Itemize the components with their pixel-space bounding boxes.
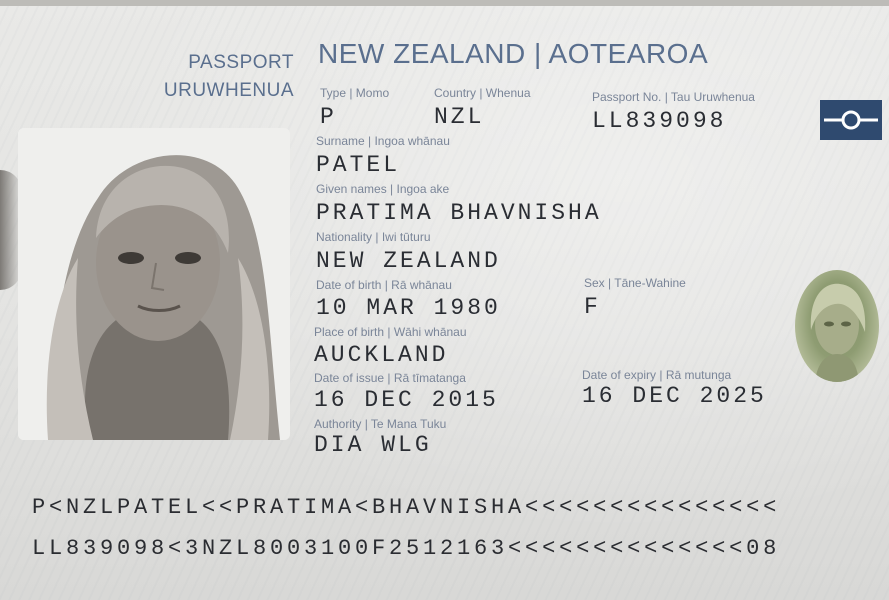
surname-label: Surname | Ingoa whānau: [316, 134, 450, 148]
holder-photo: [18, 128, 290, 440]
place-of-birth-label: Place of birth | Wāhi whānau: [314, 325, 467, 339]
issue-date-label: Date of issue | Rā tīmatanga: [314, 371, 466, 385]
sex-label: Sex | Tāne-Wahine: [584, 276, 686, 290]
passport-number-label: Passport No. | Tau Uruwhenua: [592, 90, 755, 104]
surname-value: PATEL: [316, 152, 401, 178]
country-value: NZL: [434, 104, 485, 130]
nz-passport-symbol-icon: [820, 100, 882, 140]
passport-label-en: PASSPORT: [188, 52, 294, 73]
mrz-line-2: LL839098<3NZL8003100F2512163<<<<<<<<<<<<<<08: [32, 536, 781, 561]
ghost-photo: [795, 270, 879, 382]
place-of-birth-value: AUCKLAND: [314, 342, 449, 368]
country-title: NEW ZEALAND | AOTEAROA: [318, 38, 709, 69]
given-names-value: PRATIMA BHAVNISHA: [316, 200, 602, 226]
sex-value: F: [584, 294, 601, 320]
passport-number-value: LL839098: [592, 108, 727, 134]
type-label: Type | Momo: [320, 86, 390, 100]
country-label: Country | Whenua: [434, 86, 531, 100]
dob-label: Date of birth | Rā whānau: [316, 278, 452, 292]
passport-label-mi: URUWHENUA: [163, 80, 294, 101]
card-edge-shadow: [0, 0, 889, 6]
dob-value: 10 MAR 1980: [316, 295, 501, 321]
mrz-line-1: P<NZLPATEL<<PRATIMA<BHAVNISHA<<<<<<<<<<<<<<<: [32, 495, 781, 520]
expiry-date-label: Date of expiry | Rā mutunga: [582, 368, 732, 382]
nationality-value: NEW ZEALAND: [316, 248, 501, 274]
nationality-label: Nationality | Iwi tūturu: [316, 230, 431, 244]
authority-value: DIA WLG: [314, 432, 432, 458]
type-value: P: [320, 104, 337, 130]
expiry-date-value: 16 DEC 2025: [582, 383, 767, 409]
given-names-label: Given names | Ingoa ake: [316, 182, 450, 196]
issue-date-value: 16 DEC 2015: [314, 387, 499, 413]
authority-label: Authority | Te Mana Tuku: [314, 417, 447, 431]
